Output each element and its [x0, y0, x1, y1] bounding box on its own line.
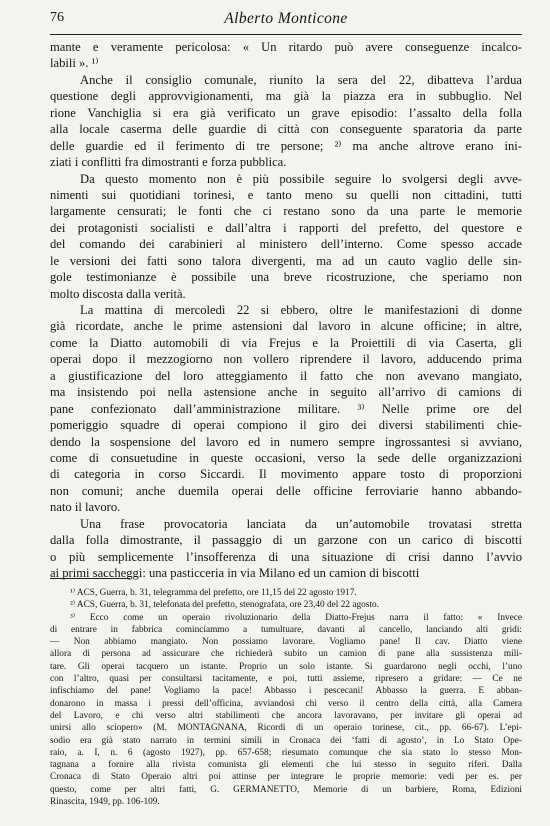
body-line: ziati i conflitti fra dimostranti e forza pubblica.	[50, 155, 287, 170]
body-line: le versioni dei fatti sono talora divergenti, ma ad un cauto vaglio delle sin-	[50, 253, 522, 268]
body-line: ma insistendo poi nella astensione anche in seguito all’arrivo di camions di	[50, 385, 522, 400]
footnote-line: questo, come per altri fatti, G. GERMANETTO, Memorie di un barbiere, Roma, Edizioni	[50, 784, 522, 795]
body-line: labili ». ¹⁾	[50, 56, 99, 71]
body-line: Da questo momento non è più possibile seguire lo svolgersi degli avve-	[80, 171, 522, 186]
footnote-line: infischiamo del pane! Vogliamo la pace! Abbasso i pescecani! Abbasso la guerra. E abban-	[50, 686, 522, 697]
footnote-line: allora di persona ad assicurare che richiederà subito un camion di pane alla sussistenza mili-	[50, 649, 522, 660]
footnote-line: tare. Gli operai tacquero un istante. Proprio un solo istante. Si guardarono negli occhi, l’uno	[50, 661, 522, 672]
footnote-line: ¹⁾ ACS, Guerra, b. 31, telegramma del prefetto, ore 11,15 del 22 agosto 1917.	[70, 588, 357, 598]
body-line: gole testimonianze è possibile una breve ricostruzione, che speriamo non	[50, 270, 522, 285]
body-line: come la Diatto automobili di via Frejus e la Proiettili di via Caserta, gli	[50, 335, 522, 350]
body-line: nato il lavoro.	[50, 500, 121, 515]
body-line: dalla folla dimostrante, il passaggio di un garzone con un carico di biscotti	[50, 533, 522, 548]
body-line: già ricordate, anche le prime astensioni dal lavoro in alcune officine; in altre,	[50, 319, 522, 334]
body-line: dei protagonisti socialisti e dall’altra i rapporti del prefetto, del questore e	[50, 220, 522, 235]
body-line: Una frase provocatoria lanciata da un’automobile trovatasi stretta	[80, 516, 522, 531]
body-line: pomeriggio squadre di operai compiono il giro dei diversi stabilimenti chie-	[50, 418, 522, 433]
body-line: di categoria in corso Siccardi. Il movimento appare tosto di proporzioni	[50, 467, 522, 482]
running-title: Alberto Monticone	[224, 10, 348, 27]
footnote-line: di entrare in fabbrica cominciammo a tumultuare, davanti al cancello, lanciando alti gridi:	[50, 624, 522, 635]
footnote-line: unirsi allo sciopero» (M. MONTAGNANA, Ricordi di un operaio torinese, cit., pp. 66-67). L’epi-	[50, 723, 522, 734]
footnote-line: raio, a. I, n. 6 (agosto 1927), pp. 657-658; riesumato comunque che sia stato lo stesso Mon-	[50, 747, 522, 758]
body-line: questione degli approvvigionamenti, ma già la piazza era in subbuglio. Nel	[50, 89, 522, 104]
footnote-line: ³⁾ Ecco come un operaio rivoluzionario della Diatto-Frejus narra il fatto: « Invece	[70, 612, 522, 623]
header-rule	[50, 34, 522, 35]
footnote-line: Rinascita, 1949, pp. 106-109.	[50, 797, 160, 808]
footnote-line: tagnana a fornire alla rivista comunista gli elementi che lui stesso in seguito riferì. Dalla	[50, 760, 522, 771]
body-line: mante e veramente pericolosa: « Un ritardo può avere conseguenze incalco-	[50, 40, 522, 54]
body-line: rione Vanchiglia si era già verificato un grave episodio: l’assalto della folla	[50, 105, 522, 120]
body-line: delle guardie ed il ferimento di tre persone; ²⁾ ma anche altrove erano ini-	[50, 138, 522, 153]
body-line: del comando dei carabinieri al ministero dell’interno. Come spesso accade	[50, 237, 522, 252]
body-line: ai primi saccheggi: una pasticceria in via Milano ed un camion di biscotti	[50, 566, 420, 580]
body-line: Anche il consiglio comunale, riunito la sera del 22, dibatteva l’ardua	[80, 72, 522, 87]
body-line: largamente censurati; le fonti che ci restano sono da una parte le memorie	[50, 204, 522, 219]
body-line: La mattina di mercoledì 22 si ebbero, oltre le manifestazioni di donne	[80, 303, 522, 317]
footnote-line: del Lavoro, e chi verso altri stabilimenti che ancora lavoravano, per invitare gli operai ad	[50, 710, 522, 721]
body-line: come di consuetudine in queste occasioni, verso la sede delle organizzazioni	[50, 450, 522, 465]
body-line: alla locale caserma delle guardie di città con conseguente sparatoria da parte	[50, 122, 522, 137]
body-line: a giustificazione del loro atteggiamento il fatto che non avevano mangiato,	[50, 368, 522, 383]
footnote-line: Cronaca di Stato Operaio altri poi attinse per integrare le proprie memorie: vedi per es. per	[50, 772, 522, 783]
page-header	[50, 10, 522, 30]
footnotes	[50, 587, 522, 808]
body-line: non comuni; anche duemila operai delle officine ferroviarie hanno abbando-	[50, 483, 522, 498]
body-line: pane confezionato dall’amministrazione militare. ³⁾ Nelle prime ore del	[50, 401, 522, 416]
footnote-rule	[50, 578, 130, 579]
footnote-line: donarono in massa i pressi dell’officina, avviandosi chi verso il centro della città, alla Camera	[50, 698, 522, 709]
body-line: dendo la sospensione del lavoro ed in numero sempre ingrossantesi si avviano,	[50, 434, 522, 449]
footnote-line: ²⁾ ACS, Guerra, b. 31, telefonata del prefetto, stenografata, ore 23,40 del 22 agosto.	[70, 600, 379, 611]
body-line: operai dopo il mezzogiorno non vollero riprendere il lavoro, adducendo prima	[50, 352, 522, 367]
footnote-line: sodio era già stato narrato in termini simili in Cronaca dei ‘fatti di agosto’, in Lo Stato Ope-	[50, 735, 522, 746]
body-line: nimenti sui quotidiani torinesi, e tanto meno su quelli non cittadini, tutti	[50, 187, 522, 202]
footnote-line: — Non abbiamo mangiato. Non possiamo lavorare. Vogliamo pane! Il cav. Diatto viene	[50, 637, 522, 648]
page-number: 76	[50, 10, 64, 25]
body-line: molto discosta dalla verità.	[50, 286, 186, 301]
footnote-line: con l’altro, quasi per consultarsi tacitamente, e poi, tutti assieme, ripresero a gridare: — Ce ne	[50, 674, 522, 685]
body-line: o più semplicemente l’insofferenza di una situazione di crisi danno l’avvio	[50, 549, 522, 564]
body-text	[50, 39, 522, 581]
